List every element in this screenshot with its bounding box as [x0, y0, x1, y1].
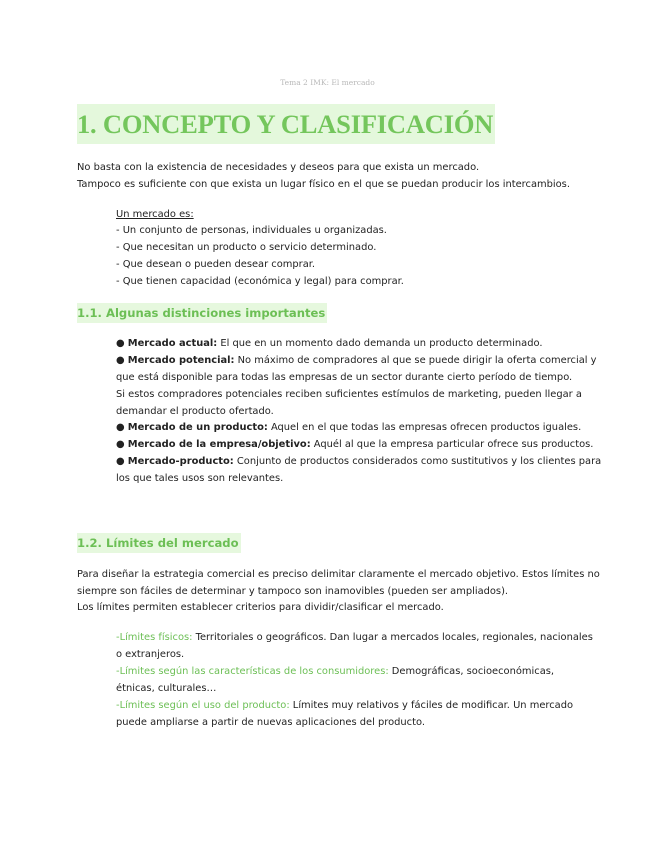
market-definition-item-1: - Un conjunto de personas, individuales u organizadas. — [116, 225, 387, 236]
market-definition-item-3: - Que desean o pueden desear comprar. — [116, 259, 316, 270]
term-mercado-potencial: Mercado potencial: — [127, 355, 235, 366]
potencial-continuation-1: que está disponible para todas las empresas de un sector durante cierto período de tiempo. — [116, 372, 573, 383]
market-definition-item-4: - Que tienen capacidad (económica y legal) para comprar. — [116, 276, 404, 287]
definition-mercado-potencial: No máximo de compradores al que se puede dirigir la oferta comercial y — [234, 355, 597, 366]
limit-fisicos-continuation: o extranjeros. — [116, 649, 185, 660]
term-mercado-empresa: Mercado de la empresa/objetivo: — [127, 439, 311, 450]
definition-mercado-empresa: Aquél al que la empresa particular ofrece sus productos. — [310, 439, 594, 450]
limit-uso-text: Límites muy relativos y fáciles de modificar. Un mercado — [289, 700, 574, 711]
limit-consumidores-text: Demográficas, socioeconómicas, — [388, 666, 555, 677]
intro-line-1: No basta con la existencia de necesidades y deseos para que exista un mercado. — [77, 162, 480, 173]
limits-paragraph-line-3: Los límites permiten establecer criterios para dividir/clasificar el mercado. — [77, 602, 444, 613]
bullet-icon: ● — [116, 422, 125, 433]
distinction-mercado-potencial — [116, 352, 597, 369]
potencial-continuation-3: demandar el producto ofertado. — [116, 406, 274, 417]
limit-uso-continuation: puede ampliarse a partir de nuevas aplicaciones del producto. — [116, 717, 425, 728]
distinction-mercado-producto-pair — [116, 453, 601, 470]
definition-mercado-producto-pair: Conjunto de productos considerados como sustitutivos y los clientes para — [233, 456, 602, 467]
limit-consumidores-continuation: étnicas, culturales… — [116, 683, 217, 694]
distinction-mercado-producto — [116, 419, 581, 436]
bullet-icon: ● — [116, 439, 125, 450]
limit-fisicos — [116, 629, 593, 646]
term-mercado-actual: Mercado actual: — [127, 338, 218, 349]
mercado-producto-continuation: los que tales usos son relevantes. — [116, 473, 284, 484]
page-title: 1. CONCEPTO Y CLASIFICACIÓN — [77, 104, 495, 144]
distinction-mercado-actual — [116, 335, 542, 352]
limit-fisicos-text: Territoriales o geográficos. Dan lugar a mercados locales, regionales, nacionales — [192, 632, 593, 643]
market-definition-heading: Un mercado es: — [116, 209, 194, 220]
market-definition-item-2: - Que necesitan un producto o servicio determinado. — [116, 242, 377, 253]
distinction-mercado-empresa — [116, 436, 593, 453]
limit-fisicos-label: -Límites físicos: — [116, 632, 193, 643]
limit-consumidores-label: -Límites según las características de los consumidores: — [116, 666, 389, 677]
bullet-icon: ● — [116, 355, 125, 366]
section-1-2-title: 1.2. Límites del mercado — [77, 533, 241, 553]
bullet-icon: ● — [116, 338, 125, 349]
definition-mercado-actual: El que en un momento dado demanda un producto determinado. — [217, 338, 543, 349]
limits-paragraph-line-1: Para diseñar la estrategia comercial es preciso delimitar claramente el mercado objetivo. Estos límites no — [77, 569, 600, 580]
intro-line-2: Tampoco es suficiente con que exista un lugar físico en el que se puedan producir los intercambios. — [77, 179, 570, 190]
potencial-continuation-2: Si estos compradores potenciales reciben suficientes estímulos de marketing, pueden llegar a — [116, 389, 582, 400]
page-header: Tema 2 IMK: El mercado — [280, 78, 375, 87]
limit-uso-label: -Límites según el uso del producto: — [116, 700, 290, 711]
limit-consumidores — [116, 663, 554, 680]
section-1-1-title: 1.1. Algunas distinciones importantes — [77, 303, 327, 323]
definition-mercado-producto: Aquel en el que todas las empresas ofrecen productos iguales. — [267, 422, 582, 433]
limit-uso — [116, 697, 573, 714]
term-mercado-producto: Mercado de un producto: — [127, 422, 268, 433]
bullet-icon: ● — [116, 456, 125, 467]
term-mercado-producto-pair: Mercado-producto: — [127, 456, 234, 467]
limits-paragraph-line-2: siempre son fáciles de determinar y tampoco son inamovibles (pueden ser ampliados). — [77, 586, 509, 597]
